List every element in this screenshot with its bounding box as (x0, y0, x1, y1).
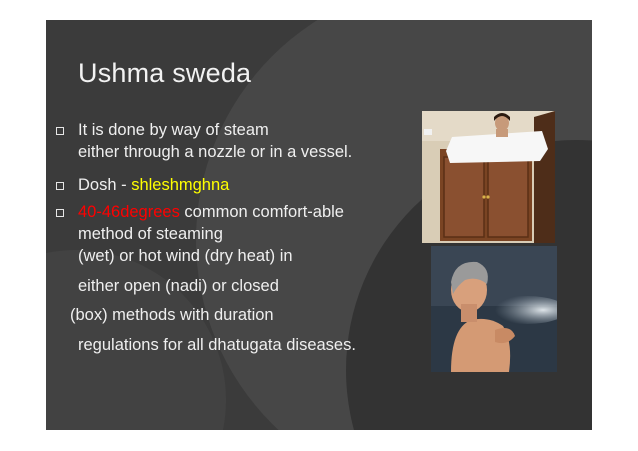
slide (46, 20, 592, 430)
bullet-3-line-1 (78, 203, 344, 222)
bullet-3-suffix: common comfort-able (179, 203, 344, 221)
steam-nozzle-photo (431, 246, 557, 372)
steam-nozzle-illustration (431, 246, 557, 372)
bullet-3-line-2: method of steaming (78, 225, 223, 243)
slide-title: Ushma sweda (78, 58, 252, 88)
steam-box-illustration (422, 111, 555, 243)
bullet-2-highlight: shleshmghna (131, 176, 230, 194)
bullet-1-line-1: It is done by way of steam (78, 121, 269, 139)
bullet-2-prefix: Dosh - (78, 176, 132, 194)
steam-box-photo (422, 111, 555, 243)
bullet-3-line-3: (wet) or hot wind (dry heat) in (78, 247, 293, 265)
bullet-3-highlight: 40-46degrees (78, 203, 180, 221)
bullet-icon (56, 182, 64, 190)
bullet-3-line-6: regulations for all dhatugata diseases. (78, 336, 356, 354)
bullet-1-line-2: either through a nozzle or in a vessel. (78, 143, 353, 161)
bullet-3-line-5: (box) methods with duration (70, 306, 274, 324)
bullet-icon (56, 209, 64, 217)
bullet-2-line (78, 176, 229, 195)
bullet-3-line-4: either open (nadi) or closed (78, 277, 279, 295)
bullet-icon (56, 127, 64, 135)
